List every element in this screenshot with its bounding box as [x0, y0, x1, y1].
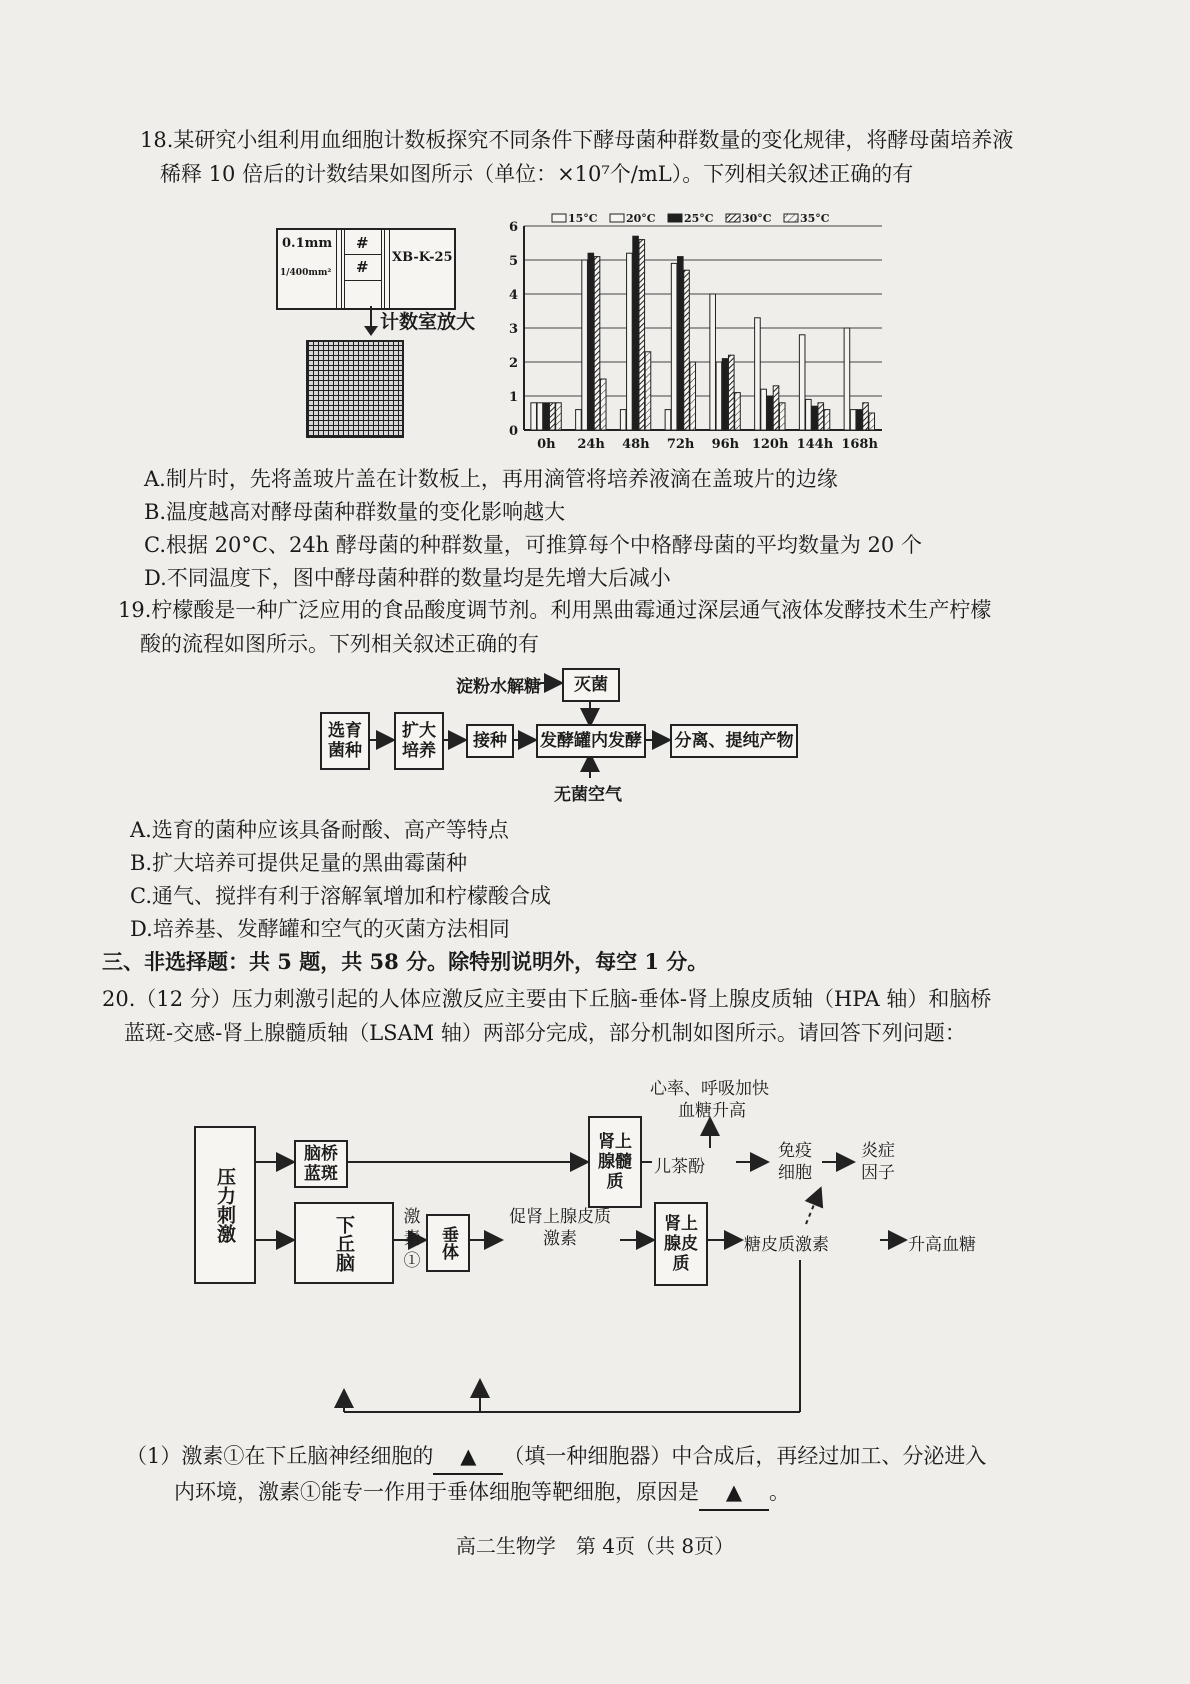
chamber-depth-label: 0.1mm	[282, 236, 333, 251]
answer-blank-organelle[interactable]: ▲	[433, 1440, 503, 1475]
q20-sub1-line2	[174, 1476, 790, 1511]
q20-sub1-text-d: 。	[769, 1480, 790, 1504]
q19-option-c: C.通气、搅拌有利于溶解氧增加和柠檬酸合成	[130, 884, 551, 908]
q19-stem-line2: 酸的流程如图所示。下列相关叙述正确的有	[140, 632, 539, 656]
label-hormone-1: 激素①	[403, 1207, 421, 1271]
q19-option-a: A.选育的菌种应该具备耐酸、高产等特点	[130, 818, 509, 842]
q18-option-d: D.不同温度下，图中酵母菌种群的数量均是先增大后减小	[144, 566, 671, 590]
q20-sub1-text-a: （1）激素①在下丘脑神经细胞的	[126, 1444, 434, 1468]
section-three-heading: 三、非选择题：共 5 题，共 58 分。除特别说明外，每空 1 分。	[102, 949, 709, 974]
page-footer: 高二生物学 第 4页（共 8页）	[455, 1534, 735, 1558]
box-hypothalamus: 下丘脑	[294, 1202, 394, 1284]
chamber-hash-mark: #	[356, 258, 369, 276]
box-ferment: 发酵罐内发酵	[536, 724, 646, 758]
x-tick-label: 0h	[537, 437, 556, 452]
y-tick-label: 1	[508, 390, 518, 405]
q18-option-a: A.制片时，先将盖玻片盖在计数板上，再用滴管将培养液滴在盖玻片的边缘	[144, 467, 838, 491]
y-tick-label: 2	[508, 356, 518, 371]
box-adrenal-cortex: 肾上腺皮质	[654, 1202, 708, 1286]
y-tick-label: 3	[508, 322, 518, 337]
label-starch-sugar: 淀粉水解糖	[456, 677, 541, 697]
legend-label: 25°C	[684, 212, 714, 225]
label-effects-heart: 心率、呼吸加快	[650, 1079, 769, 1099]
label-raise-glucose: 升高血糖	[908, 1235, 976, 1255]
label-immune-cells: 免疫细胞	[778, 1141, 812, 1183]
q20-stem-line1: 20.（12 分）压力刺激引起的人体应激反应主要由下丘脑-垂体-肾上腺皮质轴（HPA 轴）和脑桥	[102, 987, 992, 1011]
q20-stem-line2: 蓝斑-交感-肾上腺髓质轴（LSAM 轴）两部分完成，部分机制如图所示。请回答下列问题：	[124, 1021, 966, 1045]
q20-sub1-text-c: 内环境，激素①能专一作用于垂体细胞等靶细胞，原因是	[174, 1480, 699, 1504]
x-tick-label: 120h	[751, 437, 789, 452]
zoom-label: 计数室放大	[380, 311, 476, 333]
answer-blank-reason[interactable]: ▲	[699, 1476, 769, 1511]
x-tick-label: 96h	[711, 437, 740, 452]
label-effects-glucose: 血糖升高	[678, 1101, 746, 1121]
q20-sub1-line1	[126, 1440, 986, 1475]
label-glucocorticoid: 糖皮质激素	[744, 1235, 829, 1255]
x-tick-label: 72h	[666, 437, 695, 452]
box-separate-purify: 分离、提纯产物	[670, 724, 798, 758]
x-tick-label: 24h	[577, 437, 605, 452]
label-inflammatory-factors: 炎症因子	[861, 1141, 895, 1183]
chamber-model-label: XB-K-25	[392, 250, 453, 265]
q18-stem-line2: 稀释 10 倍后的计数结果如图所示（单位：×10⁷个/mL）。下列相关叙述正确的有	[160, 162, 914, 186]
q18-stem-line1: 18.某研究小组利用血细胞计数板探究不同条件下酵母菌种群数量的变化规律，将酵母菌培养液	[140, 128, 1014, 152]
x-tick-label: 48h	[622, 437, 650, 452]
q19-option-d: D.培养基、发酵罐和空气的灭菌方法相同	[130, 917, 510, 941]
y-tick-label: 5	[508, 254, 518, 269]
box-locus-coeruleus: 脑桥蓝斑	[294, 1140, 348, 1188]
label-acth: 促肾上腺皮质激素	[509, 1207, 611, 1249]
legend-label: 30°C	[742, 212, 772, 225]
chamber-area-label: 1/400mm²	[280, 268, 332, 278]
label-catecholamine: 儿茶酚	[654, 1157, 705, 1177]
y-tick-label: 4	[508, 288, 518, 303]
x-tick-label: 168h	[841, 437, 878, 452]
q18-option-c: C.根据 20°C、24h 酵母菌的种群数量，可推算每个中格酵母菌的平均数量为 20 个	[144, 533, 922, 557]
box-inoculate: 接种	[466, 724, 514, 758]
box-sterilize: 灭菌	[562, 668, 620, 702]
q18-option-b: B.温度越高对酵母菌种群数量的变化影响越大	[144, 500, 566, 524]
box-select-strain: 选育菌种	[320, 712, 370, 770]
x-tick-label: 144h	[796, 437, 834, 452]
q19-option-b: B.扩大培养可提供足量的黑曲霉菌种	[130, 851, 468, 875]
label-sterile-air: 无菌空气	[554, 785, 622, 805]
legend-label: 20°C	[626, 212, 656, 225]
legend-label: 15°C	[568, 212, 598, 225]
legend-label: 35°C	[800, 212, 830, 225]
chamber-hash-mark: #	[356, 234, 369, 252]
box-pituitary: 垂体	[426, 1214, 470, 1272]
box-adrenal-medulla: 肾上腺髓质	[588, 1116, 642, 1208]
q20-sub1-text-b: （填一种细胞器）中合成后，再经过加工、分泌进入	[503, 1444, 987, 1468]
box-stress: 压力刺激	[194, 1126, 256, 1284]
box-expand-culture: 扩大培养	[394, 712, 444, 770]
q19-stem-line1: 19.柠檬酸是一种广泛应用的食品酸度调节剂。利用黑曲霉通过深层通气液体发酵技术生产柠檬	[118, 598, 992, 622]
y-tick-label: 6	[508, 220, 518, 235]
y-tick-label: 0	[508, 424, 518, 439]
